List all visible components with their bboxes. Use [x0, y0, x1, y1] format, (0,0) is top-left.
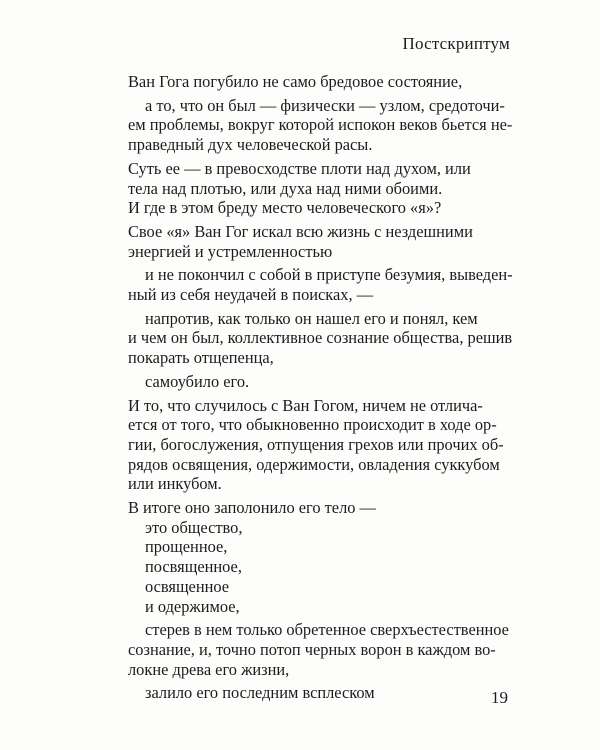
- text-line: освященное: [145, 576, 230, 596]
- text-line: ем проблемы, вокруг которой испокон веков бьется не-: [128, 115, 513, 135]
- running-head: Постскриптум: [402, 34, 510, 53]
- text-line: ется от того, что обыкновенно происходит в ходе ор-: [128, 415, 497, 435]
- text-line: прощенное,: [145, 537, 228, 557]
- text-line: напротив, как только он нашел его и понял, кем: [145, 308, 478, 328]
- text-line: Свое «я» Ван Гог искал всю жизнь с нездешними: [128, 221, 473, 241]
- text-line: гии, богослужения, отпущения грехов или прочих об-: [128, 434, 504, 454]
- text-line: Ван Гога погубило не само бредовое состояние,: [128, 72, 463, 91]
- text-line: тела над плотью, или духа над ними обоими.: [128, 178, 443, 198]
- text-line: ный из себя неудачей в поисках, —: [128, 285, 374, 305]
- text-line: И где в этом бреду место человеческого «я»?: [128, 198, 442, 218]
- text-line: или инкубом.: [128, 474, 222, 494]
- text-line: это общество,: [145, 517, 243, 537]
- text-line: И то, что случилось с Ван Гогом, ничем не отлича-: [128, 395, 483, 415]
- text-line: праведный дух человеческой расы.: [128, 135, 373, 155]
- text-line: энергией и устремленностью: [128, 241, 333, 261]
- text-line: рядов освящения, одержимости, овладения суккубом: [128, 454, 500, 474]
- text-line: локне древа его жизни,: [128, 659, 290, 679]
- text-line: сознание, и, точно потоп черных ворон в каждом во-: [128, 639, 496, 659]
- text-line: посвященное,: [145, 557, 242, 577]
- text-line: а то, что он был — физически — узлом, средоточи-: [145, 95, 505, 115]
- text-line: В итоге оно заполонило его тело —: [128, 498, 376, 518]
- text-line: и чем он был, коллективное сознание общества, решив: [128, 328, 513, 348]
- text-line: залило его последним всплеском: [145, 683, 375, 703]
- page-number: 19: [491, 688, 508, 707]
- text-line: и не покончил с собой в приступе безумия, выведен-: [145, 265, 513, 285]
- text-line: стерев в нем только обретенное сверхъестественное: [145, 620, 509, 640]
- text-line: и одержимое,: [145, 596, 240, 616]
- text-line: самоубило его.: [145, 371, 250, 391]
- text-line: Суть ее — в превосходстве плоти над духом, или: [128, 158, 471, 178]
- text-line: покарать отщепенца,: [128, 348, 274, 368]
